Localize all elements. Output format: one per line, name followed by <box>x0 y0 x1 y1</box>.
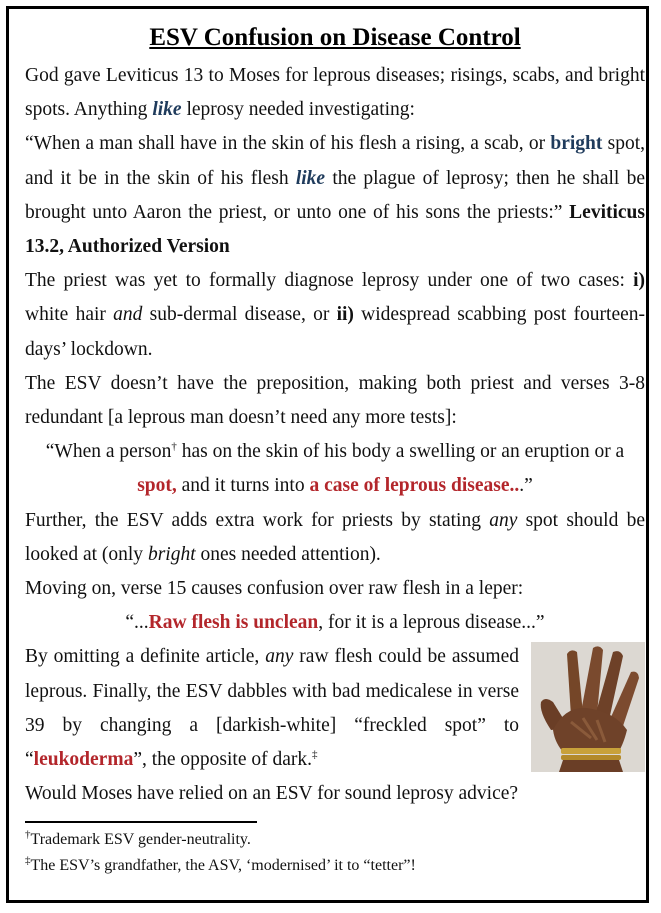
diagnosis-paragraph <box>25 264 645 367</box>
text-run: widespread scabbing post fourteen-days’ lockdown. <box>25 304 646 360</box>
verse15-paragraph: Moving on, verse 15 causes confusion over raw flesh in a leper: <box>25 578 524 600</box>
text-run: and it turns into <box>176 475 310 497</box>
text-run: , for it is a leprous disease...” <box>318 612 545 634</box>
text-run: ones needed attention). <box>195 543 381 565</box>
kjv-quote <box>25 127 645 264</box>
footnote-mark: † <box>25 829 31 842</box>
emphasis-bright: bright <box>147 543 196 565</box>
emphasis-and: and <box>113 304 143 326</box>
text-run: God gave Leviticus 13 to Moses for leprous diseases; risings, scabs, and bright spots. Anything <box>25 65 645 121</box>
text-run: “When a person <box>45 441 172 463</box>
footnote-1 <box>25 827 645 853</box>
scripture-reference: Leviticus 13.2, Authorized Version <box>25 201 645 258</box>
emphasis-spot: spot, <box>137 475 177 497</box>
page-title: ESV Confusion on Disease Control <box>149 24 521 51</box>
footnote-divider <box>25 821 257 823</box>
emphasis-like: like <box>295 167 326 189</box>
raw-flesh-quote <box>25 606 645 640</box>
text-run: “When a man shall have in the skin of his flesh a rising, a scab, or <box>25 133 551 155</box>
extra-work-paragraph <box>25 504 645 572</box>
intro-paragraph <box>25 59 645 127</box>
text-run: spot, and it be in the skin of his flesh <box>25 133 645 189</box>
closing-question: Would Moses have relied on an ESV for sound leprosy advice? <box>25 783 519 805</box>
footnote-text: The ESV’s grandfather, the ASV, ‘modernised’ it to “tetter”! <box>30 857 416 875</box>
hand-image <box>531 642 645 772</box>
footnote-mark: ‡ <box>25 855 31 868</box>
emphasis-case: a case of leprous disease.. <box>309 475 520 497</box>
text-run: leprosy needed investigating: <box>181 99 415 121</box>
emphasis-any: any <box>489 509 518 531</box>
text-run: spot should be looked at (only <box>25 509 645 565</box>
text-run: “... <box>125 612 149 634</box>
document-body <box>25 19 645 879</box>
text-run: has on the skin of his body a swelling or an eruption or a <box>176 441 625 463</box>
emphasis-leukoderma: leukoderma <box>33 749 134 771</box>
case-marker: i) <box>633 270 645 292</box>
footnote-text: Trademark ESV gender-neutrality. <box>30 831 251 849</box>
text-run: ”, the opposite of dark. <box>133 749 313 771</box>
text-run: .” <box>519 475 533 497</box>
hand-photo <box>531 642 645 772</box>
text-run: the plague of leprosy; then he shall be brought unto Aaron the priest, or unto one of his sons the priests:” <box>25 167 645 223</box>
text-run: sub-dermal disease, or <box>142 304 337 326</box>
footnote-mark: ‡ <box>312 748 318 761</box>
text-run: The priest was yet to formally diagnose leprosy under one of two cases: <box>25 270 634 292</box>
preposition-paragraph: The ESV doesn’t have the preposition, making both priest and verses 3-8 redundant [a leprous man doesn’t need any more tests]: <box>25 372 645 429</box>
text-run: white hair <box>25 304 114 326</box>
emphasis-bright: bright <box>550 133 603 155</box>
case-marker: ii) <box>336 304 354 326</box>
text-run: raw flesh could be assumed leprous. Finally, the ESV dabbles with bad medicalese in verse 39 by changing a [darkish-white] “freckled spot” to “ <box>25 646 519 771</box>
emphasis-like: like <box>152 99 182 121</box>
text-run: By omitting a definite article, <box>25 646 266 668</box>
closing-section <box>25 640 645 811</box>
emphasis-raw-flesh: Raw flesh is unclean <box>148 612 319 634</box>
page-frame <box>6 6 649 903</box>
text-run: Further, the ESV adds extra work for priests by stating <box>25 509 490 531</box>
footnote-2 <box>25 853 645 879</box>
footnote-mark: † <box>171 440 177 453</box>
emphasis-any: any <box>265 646 294 668</box>
esv-quote <box>25 435 645 503</box>
